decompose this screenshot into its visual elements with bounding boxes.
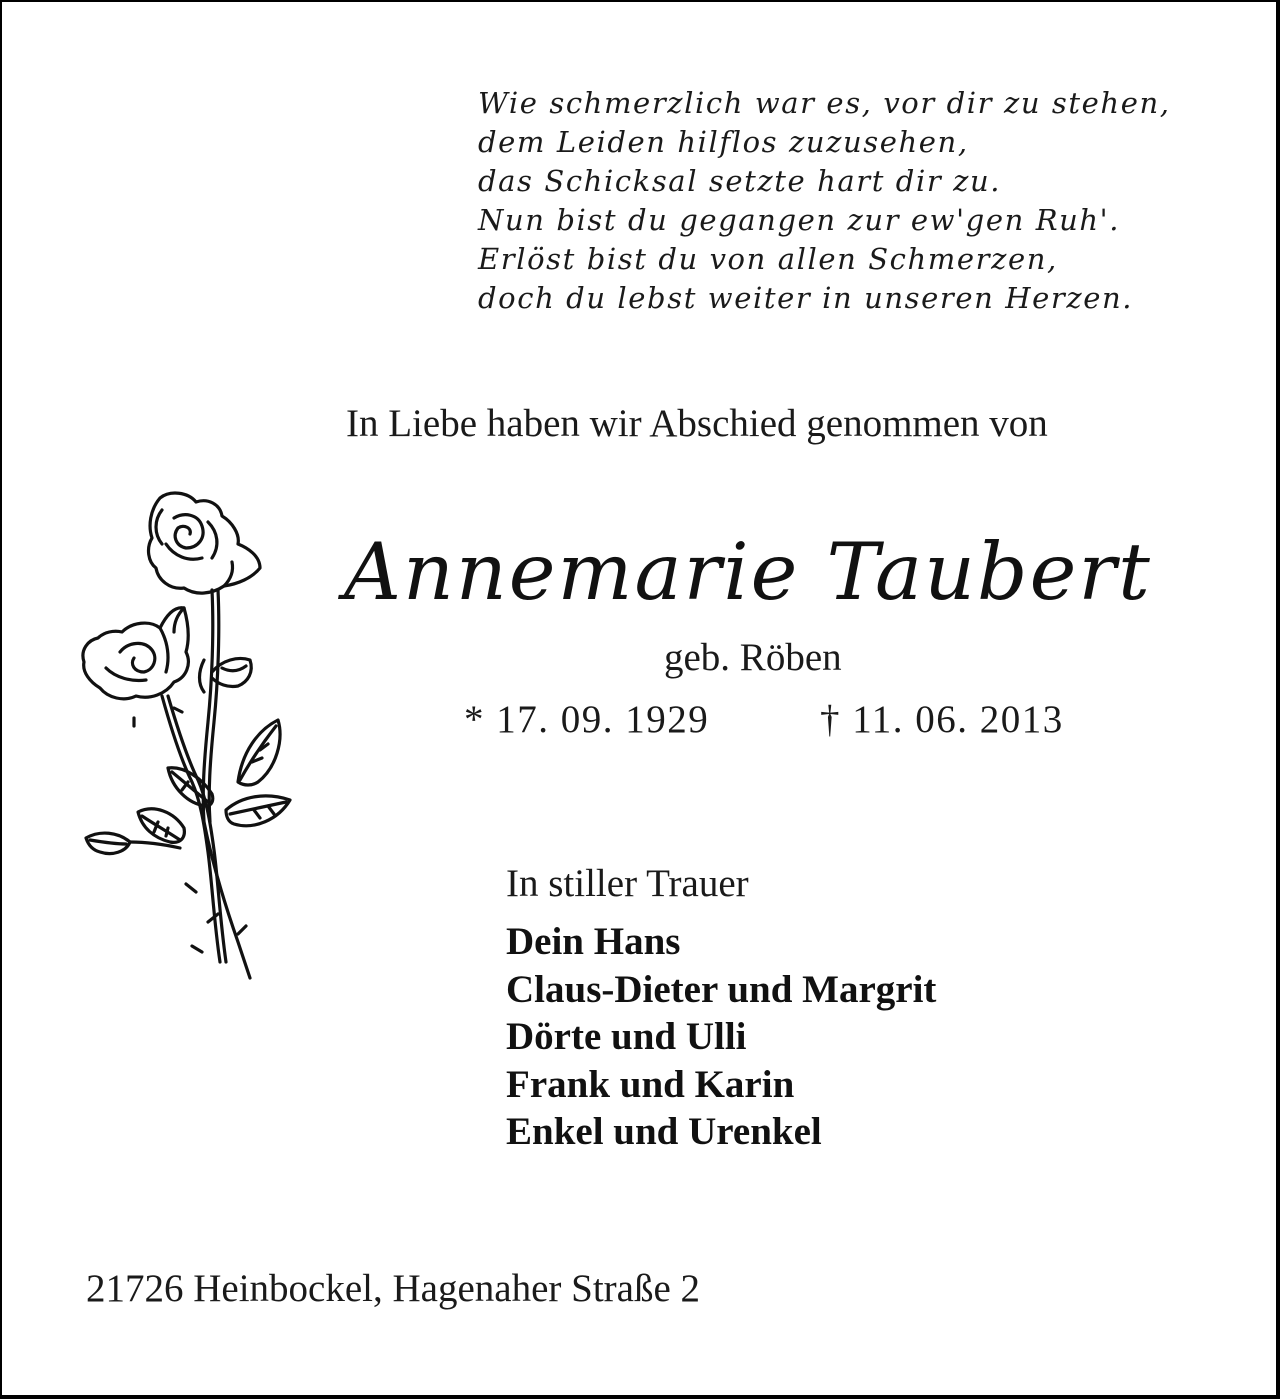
farewell-intro: In Liebe haben wir Abschied genommen von [346,402,1048,445]
deceased-name: Annemarie Taubert [344,526,1152,618]
maiden-name: geb. Röben [664,636,842,679]
mourner-name: Dörte und Ulli [506,1015,747,1058]
family-address: 21726 Heinbockel, Hagenaher Straße 2 [86,1267,701,1310]
mourners-list [506,918,936,1156]
poem-line: dem Leiden hilflos zuzusehen, [478,125,969,159]
birth-date: * 17. 09. 1929 [464,698,710,741]
memorial-poem [478,84,1258,318]
mourning-heading: In stiller Trauer [506,862,749,905]
poem-line: Erlöst bist du von allen Schmerzen, [478,242,1058,276]
mourner-name: Dein Hans [506,920,681,963]
poem-line: Nun bist du gegangen zur ew'gen Ruh'. [478,203,1121,237]
mourner-name: Enkel und Urenkel [506,1110,822,1153]
rose-icon [62,482,302,992]
poem-line: das Schicksal setzte hart dir zu. [478,164,1002,198]
death-date: † 11. 06. 2013 [820,698,1064,741]
poem-line: Wie schmerzlich war es, vor dir zu stehen, [478,86,1171,120]
mourner-name: Claus-Dieter und Margrit [506,967,937,1011]
mourner-name: Frank und Karin [506,1062,795,1106]
poem-line: doch du lebst weiter in unseren Herzen. [478,281,1134,315]
